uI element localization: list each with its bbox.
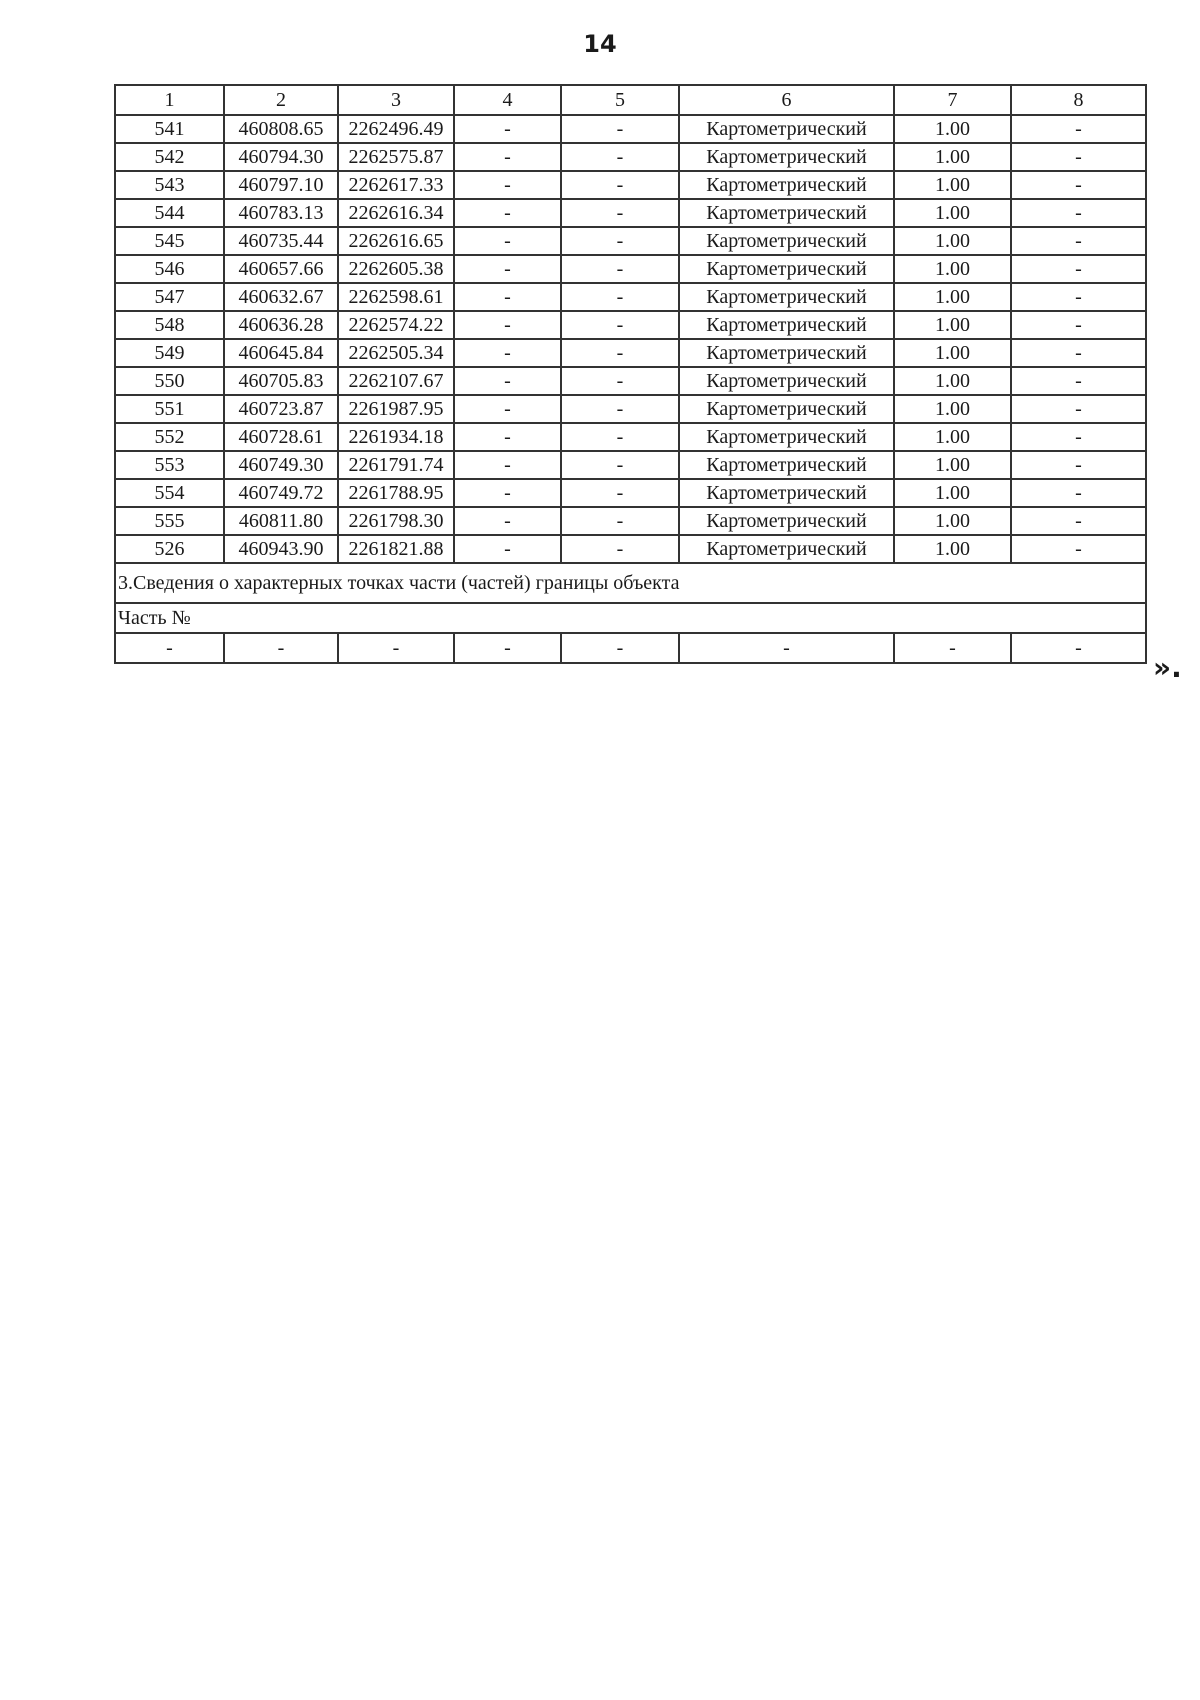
table-cell: 1.00	[894, 143, 1011, 171]
table-cell: 1.00	[894, 255, 1011, 283]
table-cell: Картометрический	[679, 367, 894, 395]
table-cell: 460808.65	[224, 115, 338, 143]
table-cell: 2261987.95	[338, 395, 454, 423]
table-cell: -	[561, 339, 679, 367]
column-header-6: 6	[679, 85, 894, 115]
table-cell: -	[561, 143, 679, 171]
empty-cell: -	[224, 633, 338, 663]
empty-cell: -	[1011, 633, 1146, 663]
table-cell: 548	[115, 311, 224, 339]
table-row	[115, 115, 1146, 143]
table-cell: 460636.28	[224, 311, 338, 339]
table-footer	[115, 563, 1146, 663]
table-row	[115, 283, 1146, 311]
column-header-5: 5	[561, 85, 679, 115]
table-cell: -	[454, 535, 561, 563]
table-cell: Картометрический	[679, 451, 894, 479]
table-cell: -	[454, 199, 561, 227]
page-number: 14	[583, 30, 617, 58]
table-cell: -	[561, 535, 679, 563]
table-cell: -	[561, 311, 679, 339]
table-cell: 1.00	[894, 199, 1011, 227]
table-cell: Картометрический	[679, 115, 894, 143]
table-cell: 545	[115, 227, 224, 255]
table-cell: 460705.83	[224, 367, 338, 395]
table-cell: 2261798.30	[338, 507, 454, 535]
table-cell: -	[561, 507, 679, 535]
table-cell: -	[1011, 451, 1146, 479]
table-cell: 460794.30	[224, 143, 338, 171]
table-cell: 1.00	[894, 367, 1011, 395]
table-cell: -	[561, 395, 679, 423]
table-cell: Картометрический	[679, 227, 894, 255]
table-row	[115, 227, 1146, 255]
table-cell: 2262616.65	[338, 227, 454, 255]
table-cell: -	[1011, 255, 1146, 283]
empty-cell: -	[679, 633, 894, 663]
empty-cell: -	[115, 633, 224, 663]
table-cell: Картометрический	[679, 199, 894, 227]
table-cell: Картометрический	[679, 255, 894, 283]
table-cell: -	[1011, 423, 1146, 451]
table-cell: 543	[115, 171, 224, 199]
part-label: Часть №	[115, 603, 1146, 633]
table-cell: 460645.84	[224, 339, 338, 367]
table-cell: -	[1011, 535, 1146, 563]
section-title: 3.Сведения о характерных точках части (частей) границы объекта	[115, 563, 1146, 603]
table-cell: Картометрический	[679, 143, 894, 171]
table-cell: -	[561, 227, 679, 255]
table-cell: 541	[115, 115, 224, 143]
table-cell: -	[561, 479, 679, 507]
section-title-row	[115, 563, 1146, 603]
table-row	[115, 451, 1146, 479]
table-cell: -	[561, 199, 679, 227]
table-cell: Картометрический	[679, 311, 894, 339]
table-cell: 460735.44	[224, 227, 338, 255]
column-header-1: 1	[115, 85, 224, 115]
table-cell: 460723.87	[224, 395, 338, 423]
table-cell: 1.00	[894, 311, 1011, 339]
table-cell: Картометрический	[679, 507, 894, 535]
table-cell: 460632.67	[224, 283, 338, 311]
table-cell: -	[454, 423, 561, 451]
column-header-8: 8	[1011, 85, 1146, 115]
table-row	[115, 423, 1146, 451]
column-header-4: 4	[454, 85, 561, 115]
table-cell: 551	[115, 395, 224, 423]
table-cell: 2261788.95	[338, 479, 454, 507]
table-cell: -	[1011, 171, 1146, 199]
empty-part-row	[115, 633, 1146, 663]
table-cell: -	[1011, 311, 1146, 339]
table-cell: Картометрический	[679, 339, 894, 367]
table-body	[115, 85, 1146, 563]
table-cell: 460749.72	[224, 479, 338, 507]
table-cell: Картометрический	[679, 535, 894, 563]
table-cell: 1.00	[894, 479, 1011, 507]
table-cell: 460749.30	[224, 451, 338, 479]
table-cell: -	[1011, 339, 1146, 367]
table-row	[115, 171, 1146, 199]
table-cell: 460811.80	[224, 507, 338, 535]
table-cell: -	[561, 367, 679, 395]
table-row	[115, 479, 1146, 507]
table-cell: -	[454, 171, 561, 199]
table-cell: -	[561, 115, 679, 143]
table-cell: 1.00	[894, 535, 1011, 563]
table-cell: 1.00	[894, 339, 1011, 367]
table-cell: 2262575.87	[338, 143, 454, 171]
table-cell: 2262616.34	[338, 199, 454, 227]
table-cell: -	[1011, 115, 1146, 143]
coordinates-table	[114, 84, 1147, 664]
table-cell: 2262505.34	[338, 339, 454, 367]
table-cell: -	[454, 227, 561, 255]
table-cell: -	[561, 171, 679, 199]
table-cell: 555	[115, 507, 224, 535]
table-cell: 546	[115, 255, 224, 283]
column-header-3: 3	[338, 85, 454, 115]
table-row	[115, 199, 1146, 227]
table-cell: 2262496.49	[338, 115, 454, 143]
table-cell: -	[1011, 507, 1146, 535]
table-row	[115, 535, 1146, 563]
table-row	[115, 143, 1146, 171]
table-cell: -	[454, 451, 561, 479]
table-cell: 1.00	[894, 283, 1011, 311]
table-cell: Картометрический	[679, 283, 894, 311]
table-cell: 547	[115, 283, 224, 311]
table-cell: 460657.66	[224, 255, 338, 283]
table-cell: -	[1011, 479, 1146, 507]
table-cell: 2262605.38	[338, 255, 454, 283]
part-label-row	[115, 603, 1146, 633]
column-header-7: 7	[894, 85, 1011, 115]
table-cell: 2262574.22	[338, 311, 454, 339]
table-row	[115, 255, 1146, 283]
empty-cell: -	[454, 633, 561, 663]
table-cell: 1.00	[894, 423, 1011, 451]
table-cell: Картометрический	[679, 479, 894, 507]
table-cell: 1.00	[894, 507, 1011, 535]
table-cell: -	[454, 507, 561, 535]
table-row	[115, 311, 1146, 339]
table-cell: -	[1011, 199, 1146, 227]
table-cell: -	[454, 143, 561, 171]
table-cell: 542	[115, 143, 224, 171]
table-cell: 554	[115, 479, 224, 507]
table-cell: 1.00	[894, 171, 1011, 199]
table-cell: Картометрический	[679, 395, 894, 423]
table-cell: -	[454, 395, 561, 423]
table-cell: -	[1011, 395, 1146, 423]
table-cell: -	[454, 339, 561, 367]
table-cell: Картометрический	[679, 171, 894, 199]
table-cell: -	[454, 115, 561, 143]
table-row	[115, 395, 1146, 423]
table-cell: 550	[115, 367, 224, 395]
table-cell: 1.00	[894, 395, 1011, 423]
column-header-2: 2	[224, 85, 338, 115]
table-cell: -	[561, 255, 679, 283]
table-cell: 460943.90	[224, 535, 338, 563]
table-cell: 544	[115, 199, 224, 227]
table-cell: 460728.61	[224, 423, 338, 451]
empty-cell: -	[561, 633, 679, 663]
table-cell: -	[561, 423, 679, 451]
table-cell: -	[1011, 283, 1146, 311]
table-cell: -	[561, 451, 679, 479]
table-cell: -	[1011, 143, 1146, 171]
table-cell: 2262598.61	[338, 283, 454, 311]
table-cell: 2262107.67	[338, 367, 454, 395]
table-row	[115, 339, 1146, 367]
table-cell: -	[454, 367, 561, 395]
table-cell: 1.00	[894, 115, 1011, 143]
table-cell: 460797.10	[224, 171, 338, 199]
table-cell: 2261934.18	[338, 423, 454, 451]
table-header-row	[115, 85, 1146, 115]
closing-quote-mark: ».	[1153, 651, 1182, 684]
table-cell: -	[454, 283, 561, 311]
table-cell: 549	[115, 339, 224, 367]
empty-cell: -	[338, 633, 454, 663]
table-cell: 2261821.88	[338, 535, 454, 563]
table-cell: 2262617.33	[338, 171, 454, 199]
table-cell: 1.00	[894, 227, 1011, 255]
table-cell: -	[561, 283, 679, 311]
table-cell: Картометрический	[679, 423, 894, 451]
table-cell: -	[454, 255, 561, 283]
table-cell: 552	[115, 423, 224, 451]
table-cell: -	[1011, 367, 1146, 395]
table-cell: -	[454, 311, 561, 339]
table-cell: 526	[115, 535, 224, 563]
table-cell: 1.00	[894, 451, 1011, 479]
table-cell: 553	[115, 451, 224, 479]
table-row	[115, 367, 1146, 395]
table-row	[115, 507, 1146, 535]
table-cell: 460783.13	[224, 199, 338, 227]
table-cell: 2261791.74	[338, 451, 454, 479]
empty-cell: -	[894, 633, 1011, 663]
table-cell: -	[1011, 227, 1146, 255]
table-cell: -	[454, 479, 561, 507]
